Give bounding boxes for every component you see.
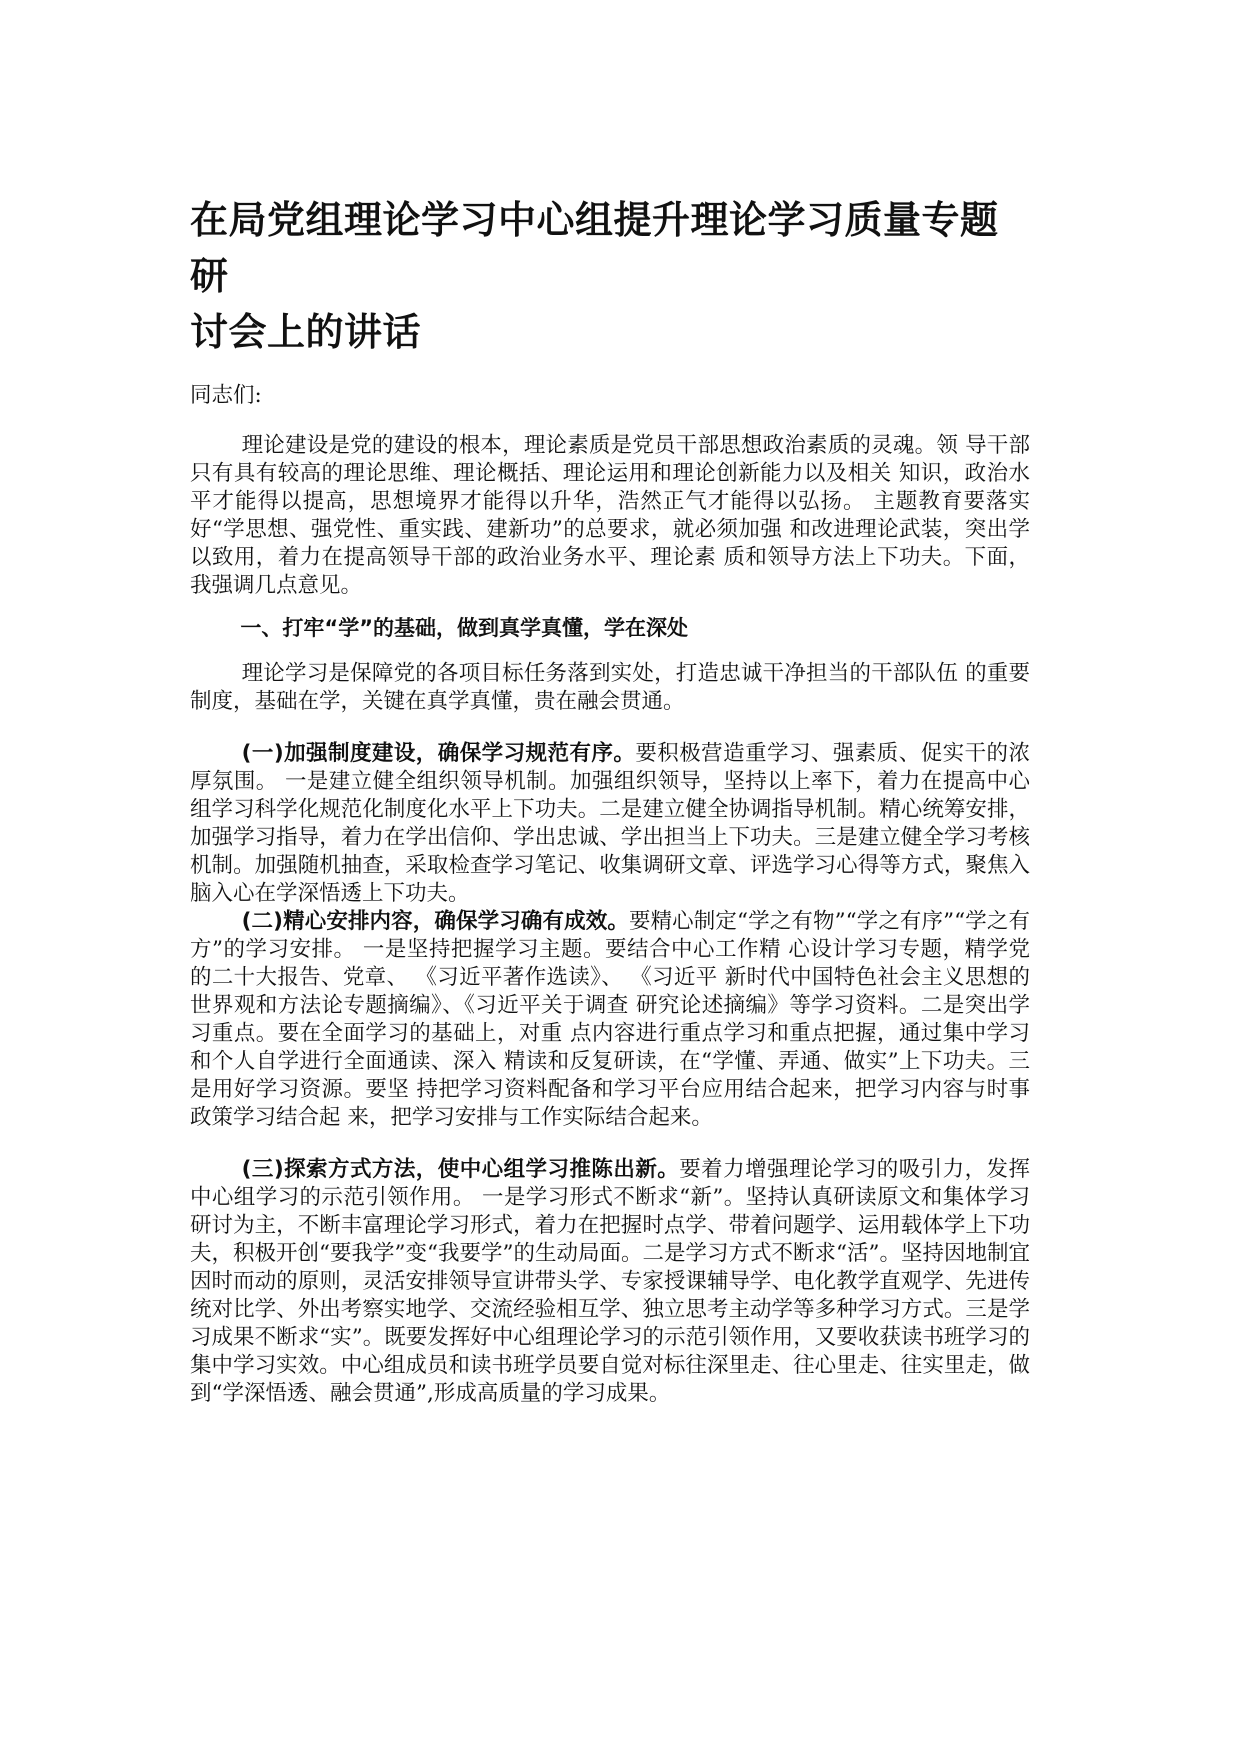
document-body (190, 192, 1030, 1408)
subsection-paragraph-1 (190, 740, 1030, 908)
subsection-lead-1: (一)加强制度建设，确保学习规范有序。 (241, 741, 636, 766)
intro-paragraph: 理论建设是党的建设的根本，理论素质是党员干部思想政治素质的灵魂。领 导干部只有具有较高的理论思维、理论概括、理论运用和理论创新能力以及相关 知识，政治水平才能得以提高，思想境界才能得以升华，浩然正气才能得以弘扬。 主题教育要落实好“学思想、强党性、重实践、建新功”的总要求，就必须加强 和改进理论武装，突出学以致用，着力在提高领导干部的政治业务水平、理论素 质和领导方法上下功夫。下面，我强调几点意见。 (190, 433, 1030, 598)
subsection-body-3: 要着力增强理论学习的吸引力，发挥中心组学习的示范引领作用。 一是学习形式不断求“新”。坚持认真研读原文和集体学习研讨为主，不断丰富理论学习形式，着力在把握时点学、带着问题学、运用载体学上下功夫，积极开创“要我学”变“我要学”的生动局面。二是学习方式不断求“活”。坚持因地制宜因时而动的原则，灵活安排领导宣讲带头学、专家授课辅导学、电化教学直观学、先进传统对比学、外出考察实地学、交流经验相互学、独立思考主动学等多种学习方式。三是学习成果不断求“实”。既要发挥好中心组理论学习的示范引领作用，又要收获读书班学习的集中学习实效。中心组成员和读书班学员要自觉对标往深里走、往心里走、往实里走，做到“学深悟透、融会贯通”,形成高质量的学习成果。 (190, 1157, 1030, 1406)
section-intro-paragraph: 理论学习是保障党的各项目标任务落到实处，打造忠诚干净担当的干部队伍 的重要制度，基础在学，关键在真学真懂，贵在融会贯通。 (190, 661, 1030, 714)
salutation: 同志们: (190, 383, 262, 408)
title-line-1: 在局党组理论学习中心组提升理论学习质量专题研 (190, 198, 999, 298)
document-title (190, 192, 1030, 360)
subsection-lead-2: (二)精心安排内容，确保学习确有成效。 (241, 909, 629, 934)
subsection-body-1: 要积极营造重学习、强素质、促实干的浓厚氛围。 一是建立健全组织领导机制。加强组织领导，坚持以上率下，着力在提高中心组学习科学化规范化制度化水平上下功夫。二是建立健全协调指导机制。精心统筹安排，加强学习指导，着力在学出信仰、学出忠诚、学出担当上下功夫。三是建立健全学习考核机制。加强随机抽查，采取检查学习笔记、收集调研文章、评选学习心得等方式，聚焦入脑入心在学深悟透上下功夫。 (190, 741, 1030, 906)
section-heading-1: 一、打牢“学”的基础，做到真学真懂，学在深处 (240, 616, 688, 640)
subsection-body-2: 要精心制定“学之有物”“学之有序”“学之有方”的学习安排。 一是坚持把握学习主题。要结合中心工作精 心设计学习专题，精学党的二十大报告、党章、 《习近平著作选读》、 《习近平 新时代中国特色社会主义思想的世界观和方法论专题摘编》、《习近平关于调查 研究论述摘编》等学习资料。二是突出学习重点。要在全面学习的基础上，对重 点内容进行重点学习和重点把握，通过集中学习和个人自学进行全面通读、深入 精读和反复研读，在“学懂、弄通、做实”上下功夫。三是用好学习资源。要坚 持把学习资料配备和学习平台应用结合起来，把学习内容与时事政策学习结合起 来，把学习安排与工作实际结合起来。 (190, 909, 1030, 1130)
subsection-paragraph-2 (190, 908, 1030, 1132)
subsection-lead-3: (三)探索方式方法，使中心组学习推陈出新。 (241, 1157, 680, 1182)
subsection-paragraph-3 (190, 1156, 1030, 1408)
title-line-2: 讨会上的讲话 (190, 310, 422, 354)
